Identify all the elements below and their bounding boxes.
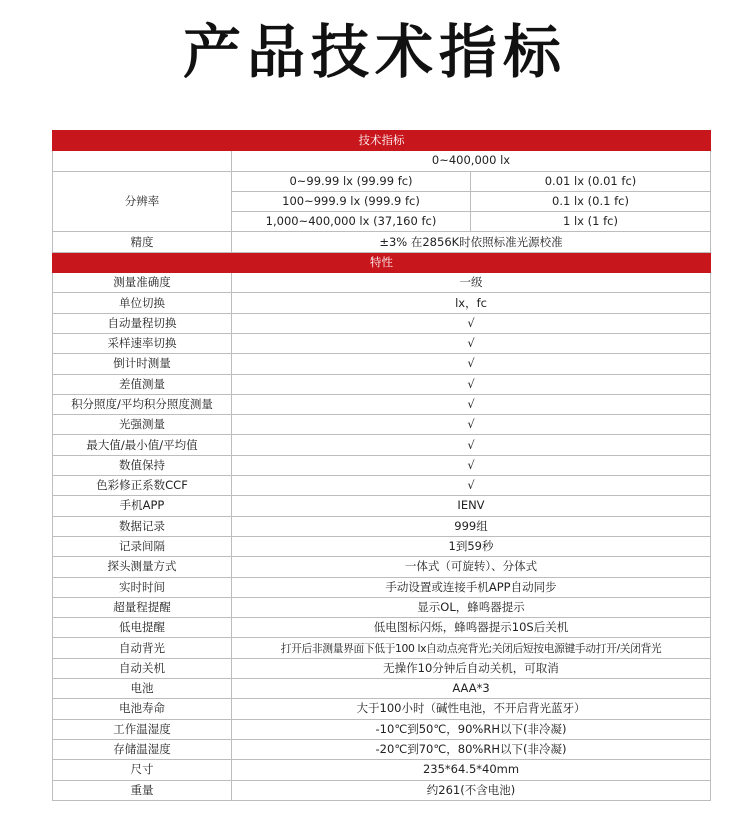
table-row	[53, 354, 711, 374]
table-row	[53, 374, 711, 394]
feature-label: 数据记录	[53, 516, 232, 536]
feature-label: 色彩修正系数CCF	[53, 476, 232, 496]
table-row	[53, 577, 711, 597]
feature-value: 大于100小时（碱性电池，不开启背光蓝牙）	[232, 699, 711, 719]
feature-value: √	[232, 476, 711, 496]
feature-value: 一体式（可旋转）、分体式	[232, 557, 711, 577]
feature-label: 存储温湿度	[53, 739, 232, 759]
accuracy-label: 精度	[53, 232, 232, 252]
feature-label: 自动量程切换	[53, 313, 232, 333]
feature-label: 电池寿命	[53, 699, 232, 719]
feature-value: √	[232, 394, 711, 414]
feature-label: 积分照度/平均积分照度测量	[53, 394, 232, 414]
feature-label: 探头测量方式	[53, 557, 232, 577]
table-row	[53, 536, 711, 556]
feature-value: 999组	[232, 516, 711, 536]
feature-label: 超量程提醒	[53, 597, 232, 617]
table-row	[53, 435, 711, 455]
feature-value: √	[232, 455, 711, 475]
feature-value: -10℃到50℃，90%RH以下(非冷凝)	[232, 719, 711, 739]
table-row	[53, 313, 711, 333]
table-row-range	[53, 151, 711, 171]
feature-value: 低电图标闪烁，蜂鸣器提示10S后关机	[232, 618, 711, 638]
feature-label: 电池	[53, 679, 232, 699]
feature-value: 一级	[232, 273, 711, 293]
feature-label: 手机APP	[53, 496, 232, 516]
feature-label: 自动关机	[53, 658, 232, 678]
feature-value: 约261(不含电池)	[232, 780, 711, 800]
table-row	[53, 658, 711, 678]
section-header-features	[53, 252, 711, 272]
resolution-step: 0.1 lx (0.1 fc)	[471, 191, 711, 211]
feature-label: 尺寸	[53, 760, 232, 780]
table-row	[53, 618, 711, 638]
resolution-label: 分辨率	[53, 171, 232, 232]
table-row	[53, 739, 711, 759]
section-header-features-label: 特性	[53, 252, 711, 272]
spec-table	[52, 130, 711, 801]
table-row	[53, 333, 711, 353]
feature-label: 测量准确度	[53, 273, 232, 293]
feature-label: 低电提醒	[53, 618, 232, 638]
table-row	[53, 780, 711, 800]
table-row	[53, 699, 711, 719]
feature-value: AAA*3	[232, 679, 711, 699]
table-row	[53, 516, 711, 536]
table-row	[53, 293, 711, 313]
table-row	[53, 679, 711, 699]
resolution-range: 0~99.99 lx (99.99 fc)	[232, 171, 471, 191]
accuracy-value: ±3% 在2856K时依照标准光源校准	[232, 232, 711, 252]
feature-value: 1到59秒	[232, 536, 711, 556]
feature-value: 无操作10分钟后自动关机，可取消	[232, 658, 711, 678]
feature-value: 手动设置或连接手机APP自动同步	[232, 577, 711, 597]
feature-label: 差值测量	[53, 374, 232, 394]
feature-value: √	[232, 415, 711, 435]
table-row	[53, 415, 711, 435]
feature-label: 实时时间	[53, 577, 232, 597]
feature-value: √	[232, 333, 711, 353]
feature-value: 235*64.5*40mm	[232, 760, 711, 780]
table-row	[53, 394, 711, 414]
table-row	[53, 455, 711, 475]
feature-value: √	[232, 374, 711, 394]
range-value: 0~400,000 lx	[232, 151, 711, 171]
feature-value: √	[232, 313, 711, 333]
range-label	[53, 151, 232, 171]
table-row-resolution	[53, 171, 711, 191]
feature-label: 倒计时测量	[53, 354, 232, 374]
section-header-specs-label: 技术指标	[53, 131, 711, 151]
section-header-specs	[53, 131, 711, 151]
feature-label: 自动背光	[53, 638, 232, 658]
table-row-accuracy	[53, 232, 711, 252]
feature-value: -20℃到70℃，80%RH以下(非冷凝)	[232, 739, 711, 759]
feature-label: 工作温湿度	[53, 719, 232, 739]
feature-value: √	[232, 435, 711, 455]
feature-value: 打开后非测量界面下低于100 lx自动点亮背光;关闭后短按电源键手动打开/关闭背光	[232, 638, 711, 658]
table-row	[53, 638, 711, 658]
feature-label: 采样速率切换	[53, 333, 232, 353]
table-row	[53, 557, 711, 577]
feature-label: 记录间隔	[53, 536, 232, 556]
page-title: 产品技术指标	[182, 18, 567, 86]
table-row	[53, 476, 711, 496]
feature-value: 显示OL，蜂鸣器提示	[232, 597, 711, 617]
feature-value: IENV	[232, 496, 711, 516]
resolution-range: 100~999.9 lx (999.9 fc)	[232, 191, 471, 211]
resolution-step: 0.01 lx (0.01 fc)	[471, 171, 711, 191]
feature-label: 重量	[53, 780, 232, 800]
resolution-range: 1,000~400,000 lx (37,160 fc)	[232, 212, 471, 232]
table-row	[53, 273, 711, 293]
feature-label: 光强测量	[53, 415, 232, 435]
feature-label: 单位切换	[53, 293, 232, 313]
feature-label: 最大值/最小值/平均值	[53, 435, 232, 455]
table-row	[53, 719, 711, 739]
feature-label: 数值保持	[53, 455, 232, 475]
table-row	[53, 760, 711, 780]
feature-value: lx，fc	[232, 293, 711, 313]
resolution-step: 1 lx (1 fc)	[471, 212, 711, 232]
table-row	[53, 597, 711, 617]
table-row	[53, 496, 711, 516]
feature-value: √	[232, 354, 711, 374]
